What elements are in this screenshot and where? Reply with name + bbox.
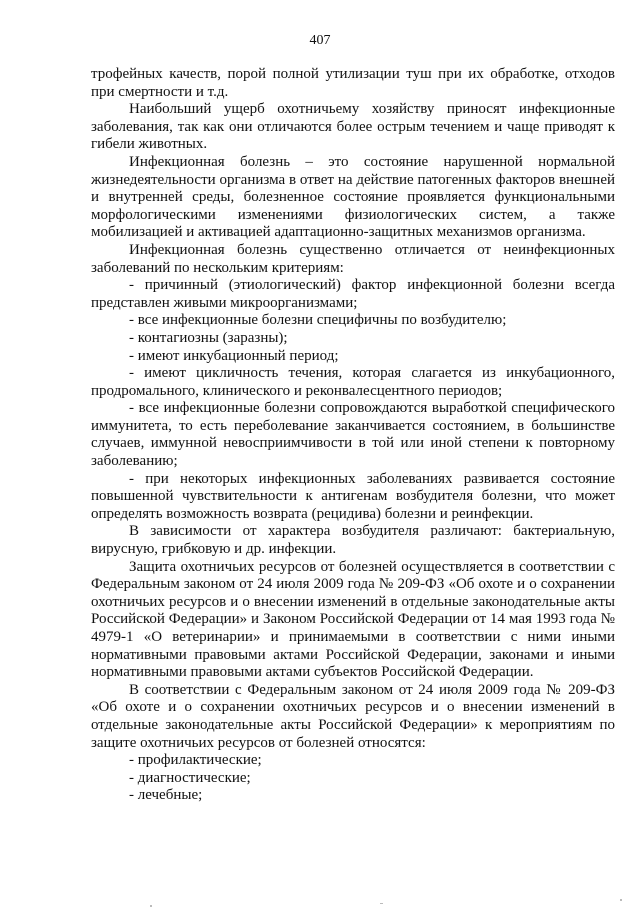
list-item-criterion: - все инфекционные болезни специфичны по возбудителю;: [129, 312, 507, 329]
scan-artifact: [150, 905, 152, 907]
list-item-criterion: - все инфекционные болезни сопровождаются выработкой специфического иммунитета, то есть переболевание заканчивается состоянием, в большинстве случаев, иммунной невосприимчивости в той или иной степени к повторному заболеванию;: [91, 400, 615, 470]
scan-artifact: [380, 903, 383, 904]
paragraph-criteria-intro: Инфекционная болезнь существенно отличается от неинфекционных заболеваний по нескольким критериям:: [91, 241, 615, 276]
paragraph-pathogen-types: В зависимости от характера возбудителя различают: бактериальную, вирусную, грибковую и др. инфекции.: [91, 523, 615, 558]
text-body: [91, 66, 615, 805]
list-item-criterion: - причинный (этиологический) фактор инфекционной болезни всегда представлен живыми микроорганизмами;: [91, 277, 615, 311]
list-item-criterion: - при некоторых инфекционных заболеваниях развивается состояние повышенной чувствительности к антигенам возбудителя болезни, что может определять возможность возврата (рецидива) болезни и реинфекции.: [91, 470, 615, 522]
page-number: 407: [309, 33, 331, 48]
scan-artifact: [620, 899, 622, 901]
list-item-measure: - профилактические;: [129, 752, 262, 769]
paragraph-continuation: трофейных качеств, порой полной утилизации туш при их обработке, отходов при смертности и т.д.: [91, 66, 615, 100]
list-item-measure: - лечебные;: [129, 787, 203, 804]
paragraph-protection-measures: В соответствии с Федеральным законом от 24 июля 2009 года № 209-ФЗ «Об охоте и о сохранении охотничьих ресурсов и о внесении изменений в отдельные законодательные акты Российской Федерации» к мероприятиям по защите охотничьих ресурсов от болезней относятся:: [91, 681, 615, 751]
list-item-criterion: - имеют инкубационный период;: [129, 347, 339, 364]
paragraph-definition: Инфекционная болезнь – это состояние нарушенной нормальной жизнедеятельности организма в ответ на действие патогенных факторов внешней и внутренней среды, болезненное состояние проявляется функциональными морфологическими изменениями физиологических систем, а также мобилизацией и активацией адаптационно-защитных механизмов организма.: [91, 153, 615, 241]
list-item-measure: - диагностические;: [129, 769, 251, 786]
paragraph-infectious-damage: Наибольший ущерб охотничьему хозяйству приносят инфекционные заболевания, так как они отличаются более острым течением и чаще приводят к гибели животных.: [91, 101, 615, 153]
list-item-criterion: - контагиозны (заразны);: [129, 329, 288, 346]
paragraph-legal-basis: Защита охотничьих ресурсов от болезней осуществляется в соответствии с Федеральным законом от 24 июля 2009 года № 209-ФЗ «Об охоте и о сохранении охотничьих ресурсов и о внесении изменений в отдельные законодательные акты Российской Федерации» и Законом Российской Федерации от 14 мая 1993 года № 4979-1 «О ветеринарии» и принимаемыми в соответствии с ними иными нормативными правовыми актами Российской Федерации, законами и иными нормативными правовыми актами субъектов Российской Федерации.: [91, 558, 615, 681]
list-item-criterion: - имеют цикличность течения, которая слагается из инкубационного, продромального, клинического и реконвалесцентного периодов;: [91, 365, 615, 399]
